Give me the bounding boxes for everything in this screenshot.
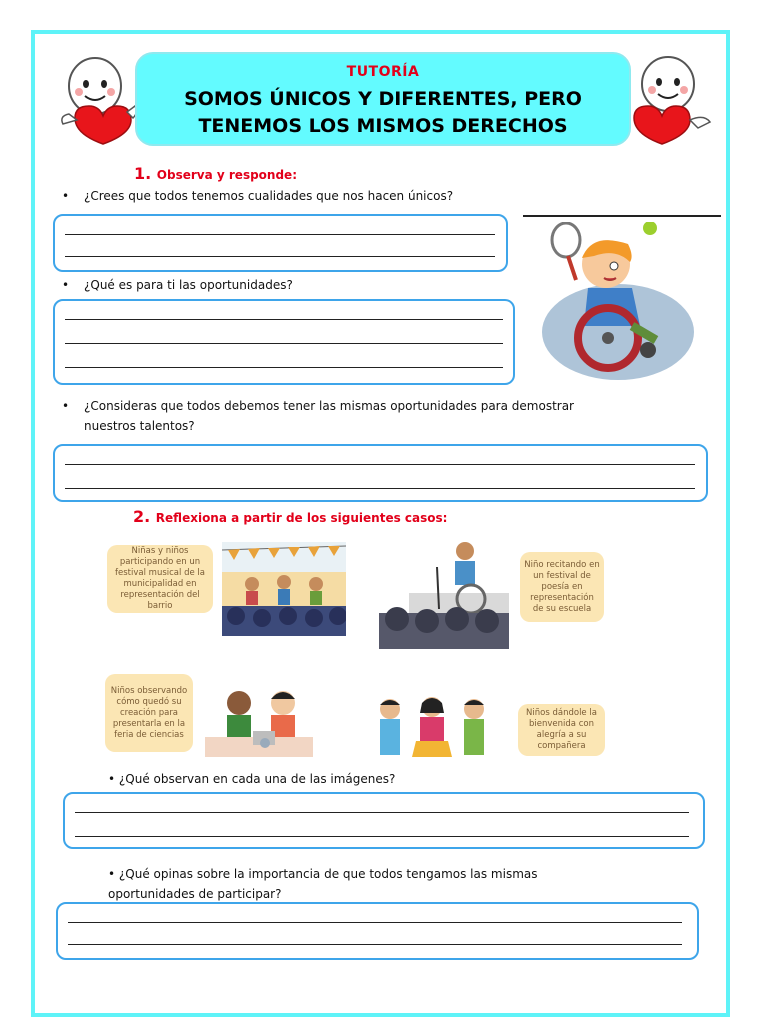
case-card-poetry: Niño recitando en un festival de poesía en representación de su escuela	[520, 552, 604, 622]
answer-box-4[interactable]	[63, 792, 705, 849]
tennis-wheelchair-boy-illustration	[532, 222, 712, 382]
question-5-text: ¿Qué opinas sobre la importancia de que todos tengamos las mismas	[118, 867, 538, 881]
question-5: • ¿Qué opinas sobre la importancia de que todos tengamos las mismas oportunidades de participar?	[108, 867, 538, 901]
answer-box-3[interactable]	[53, 444, 708, 502]
mascot-with-heart-icon	[624, 54, 714, 146]
section1-title: Observa y responde:	[156, 168, 297, 182]
question-1-text: ¿Crees que todos tenemos cualidades que nos hacen únicos?	[84, 189, 454, 203]
question-3-text: ¿Consideras que todos debemos tener las mismas oportunidades para demostrar	[84, 399, 574, 413]
answer-line	[75, 836, 689, 837]
title-kicker: TUTORÍA	[346, 64, 420, 80]
science-fair-illustration	[205, 685, 313, 757]
question-2: • ¿Qué es para ti las oportunidades?	[62, 278, 293, 292]
page-title-line1: SOMOS ÚNICOS Y DIFERENTES, PERO	[184, 88, 582, 110]
answer-line	[75, 812, 689, 813]
question-2-text: ¿Qué es para ti las oportunidades?	[84, 278, 293, 292]
answer-line	[65, 234, 495, 235]
answer-line	[65, 319, 503, 320]
question-4-text: ¿Qué observan en cada una de las imágenes?	[118, 772, 396, 786]
case-card-welcome: Niños dándole la bienvenida con alegría a su compañera	[518, 704, 605, 756]
answer-line	[68, 944, 682, 945]
section2-heading	[133, 507, 447, 526]
section1-number: 1.	[134, 164, 152, 183]
answer-box-5[interactable]	[56, 902, 699, 960]
answer-line	[65, 256, 495, 257]
answer-line	[68, 922, 682, 923]
poetry-recital-illustration	[379, 537, 509, 649]
case-card-science: Niños observando cómo quedó su creación para presentarla en la feria de ciencias	[105, 674, 193, 752]
question-3: • ¿Consideras que todos debemos tener las mismas oportunidades para demostrar nuestros talentos?	[62, 399, 574, 433]
case-card-music: Niñas y niños participando en un festival musical de la municipalidad en representación del barrio	[107, 545, 213, 613]
question-1: • ¿Crees que todos tenemos cualidades que nos hacen únicos?	[62, 189, 454, 203]
answer-box-1[interactable]	[53, 214, 508, 272]
mascot-with-heart-icon	[57, 54, 139, 146]
divider-line	[523, 215, 721, 217]
answer-line	[65, 367, 503, 368]
question-4: • ¿Qué observan en cada una de las imágenes?	[108, 772, 396, 786]
question-3-text-cont: nuestros talentos?	[84, 419, 195, 433]
welcome-friends-illustration	[372, 695, 494, 763]
answer-box-2[interactable]	[53, 299, 515, 385]
answer-line	[65, 464, 695, 465]
answer-line	[65, 343, 503, 344]
page-title-line2: TENEMOS LOS MISMOS DERECHOS	[198, 115, 568, 137]
section2-number: 2.	[133, 507, 151, 526]
music-festival-illustration	[222, 542, 346, 636]
question-5-text-cont: oportunidades de participar?	[108, 887, 282, 901]
title-banner	[135, 52, 631, 146]
answer-line	[65, 488, 695, 489]
section2-title: Reflexiona a partir de los siguientes casos:	[155, 511, 448, 525]
section1-heading	[134, 164, 297, 183]
